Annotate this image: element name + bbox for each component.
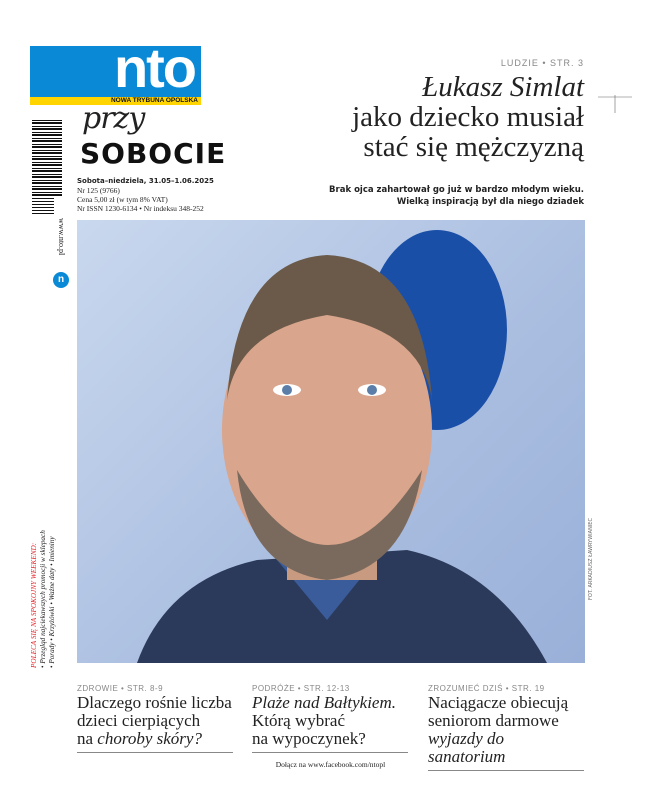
article-kicker: ZROZUMIEĆ DZIŚ • STR. 19 — [428, 684, 545, 693]
website-link[interactable]: www.nto.pl — [57, 218, 66, 256]
headline-line: dzieci cierpiących — [77, 711, 201, 730]
headline-line: seniorom darmowe — [428, 711, 559, 730]
sidebar-promo — [30, 518, 57, 668]
headline-line: na wypoczynek? — [252, 729, 366, 748]
section-title-italic: przy — [82, 101, 145, 136]
logo-text: nto — [113, 46, 195, 97]
dek-line: Brak ojca zahartował go już w bardzo młodym wieku. — [329, 185, 584, 195]
headline-line: Dlaczego rośnie liczba — [77, 693, 232, 712]
issue-date: Sobota–niedziela, 31.05–1.06.2025 — [77, 177, 214, 185]
photo-credit: FOT. ARKADIUSZ ŁAWRYWIANIEC — [588, 518, 594, 600]
article-teaser[interactable] — [428, 684, 584, 771]
cover-kicker: LUDZIE • STR. 3 — [500, 58, 584, 68]
headline-line: Którą wybrać — [252, 711, 345, 730]
issue-info — [77, 177, 214, 213]
cover-headline — [352, 72, 584, 162]
issue-issn: Nr ISSN 1230-6134 • Nr indeksu 348-252 — [77, 204, 204, 213]
article-headline — [252, 694, 408, 748]
headline-name: Łukasz Simlat — [422, 71, 584, 103]
portrait-image — [77, 220, 585, 663]
article-headline — [428, 694, 584, 766]
article-headline — [77, 694, 233, 748]
headline-italic: Plaże nad Bałtykiem. — [252, 693, 396, 712]
barcode-addon — [32, 198, 54, 214]
nto-logo — [30, 46, 201, 105]
headline-line: jako dziecko musiał — [352, 101, 584, 133]
barcode — [32, 118, 62, 196]
cover-dek — [329, 184, 584, 208]
nto-circle-icon: n — [53, 272, 69, 288]
headline-line: Naciągacze obiecują — [428, 693, 569, 712]
issue-number: Nr 125 (9766) — [77, 186, 120, 195]
sidebar-line: • Przegląd najciekawszych promocji w sklepach — [39, 530, 47, 668]
headline-line: stać się mężczyzną — [363, 131, 584, 163]
headline-italic: choroby skóry? — [97, 729, 202, 748]
sidebar-title: POLECA SIĘ NA SPOKOJNY WEEKEND: — [30, 542, 38, 668]
article-kicker: PODRÓŻE • STR. 12-13 — [252, 684, 350, 693]
dek-line: Wielką inspiracją był dla niego dziadek — [396, 197, 584, 207]
headline-line: na — [77, 729, 98, 748]
article-teaser[interactable] — [77, 684, 233, 753]
headline-italic: wyjazdy do sanatorium — [428, 729, 506, 766]
article-teaser[interactable] — [252, 684, 408, 753]
sidebar-line: • Porady • Krzyżówki • Ważne daty • Imieniny — [48, 536, 56, 668]
crop-mark-icon — [598, 95, 632, 115]
footer-facebook-link[interactable]: Dołącz na www.facebook.com/ntopl — [275, 760, 386, 769]
logo-blue-block — [30, 46, 201, 97]
section-title-bold: SOBOCIE — [80, 137, 227, 170]
cover-photo — [77, 220, 585, 663]
logo-subtitle: NOWA TRYBUNA OPOLSKA — [30, 97, 201, 105]
article-kicker: ZDROWIE • STR. 8-9 — [77, 684, 164, 693]
issue-price: Cena 5,00 zł (w tym 8% VAT) — [77, 195, 168, 204]
